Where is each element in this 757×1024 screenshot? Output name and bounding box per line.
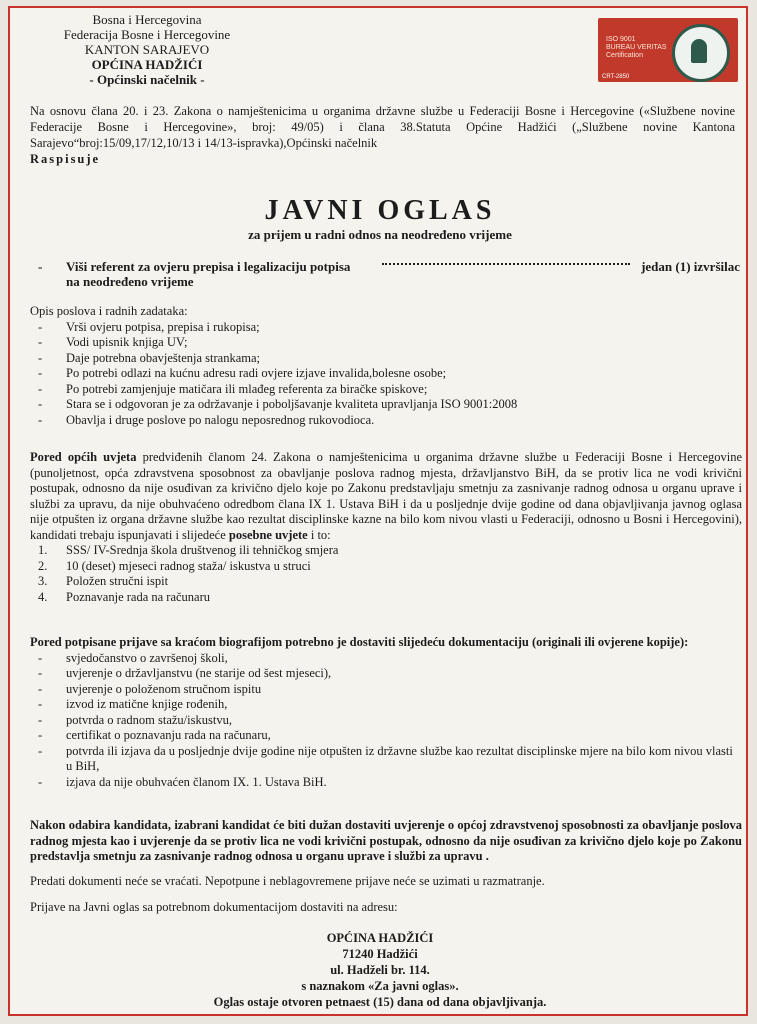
header-federation: Federacija Bosne i Hercegovine	[63, 27, 231, 42]
list-item-text: uvjerenje o državljanstvu (ne starije od šest mjeseci),	[66, 666, 332, 680]
duty-item	[30, 335, 742, 351]
list-marker: 1.	[38, 543, 48, 557]
deadline-note: Oglas ostaje otvoren petnaest (15) dana od dana objavljivanja.	[213, 995, 547, 1009]
list-item-text: Po potrebi zamjenjuje matičara ili mlađeg referenta za biračke spiskove;	[66, 381, 428, 396]
certification-seal-icon	[672, 24, 730, 82]
condition-item	[30, 590, 742, 606]
documents-list	[30, 651, 742, 791]
duty-item	[30, 413, 742, 429]
duty-item	[30, 382, 742, 398]
address-line: 71240 Hadžići	[342, 947, 418, 961]
document-item	[30, 775, 742, 791]
header-municipality: OPĆINA HADŽIĆI	[91, 57, 203, 72]
list-marker: -	[38, 666, 43, 680]
duties-heading: Opis poslova i radnih zadataka:	[30, 304, 188, 318]
special-conditions-list	[30, 543, 742, 605]
document-item	[30, 697, 742, 713]
document-item	[30, 744, 742, 775]
list-item-text: Položen stručni ispit	[66, 574, 169, 588]
list-item-text: Poznavanje rada na računaru	[66, 589, 211, 604]
job-advertisement: Bosna i Hercegovina Federacija Bosne i Hercegovine KANTON SARAJEVO OPĆINA HADŽIĆI - Općinski načelnik - ISO 9001 BUREAU VERITAS Certification CRT-2850 Na osnovu člana 20. i 23. Zakona o namještenicima u organima državne službe u Federaciji Bosne i Hercegovine («Službene novine Federacije Bosne i Hercegovine», broj: 49/05) i člana 38.Statuta Općine Hadžići („Službene novine Kantona Sarajevo“broj:15/09,17/12,10/13 i 14/13-ispravka),Općinski načelnik Raspisuje JAVNI OGLAS za prijem u radni odnos na neodređeno vrijeme - Viši referent za ovjeru prepisa i legalizaciju potpisa jedan (1) izvršilac na neodređeno vrijeme Opis poslova i radnih zadataka: - Vrši ovjeru potpisa, prepisa i rukopisa; - Vodi upisnik knjiga UV; - Daje potrebna obavještenja strankama; - Po potrebi odlazi na kućnu adresu radi ovjere izjave invalida,bolesne osobe; - Po potrebi zamjenjuje matičara ili mlađeg referenta za biračke spiskove; - Stara se i odgovoran je za održavanje i poboljšavanje kvaliteta upravljanja ISO 9001:2008 - Obavlja i druge poslove po nalogu neposrednog rukovodioca. Pored općih uvjeta predviđenih članom 24. Zakona o namještenicima u organima državne službe u Federaciji Bosne i Hercegovine (punoljetnost, opća zdravstvena sposobnost za obavljanje poslova radnog mjesta, državljanstvo BiH, da se protiv lica ne vodi krivični postupak, odnosno da nije osuđivan za krivično djelo koje po Zakonu predstavljaju smetnju za zasnivanje radnog odnosa u organu uprave i službi za upravu, da nije obuhvaćeno odredbom člana IX 1. Ustava BiH i da u posljednje dvije godine od dana objavljivanja javnog oglasa nije otpušten iz organa državne službe kao rezultat disciplinske kazne na bilo kom nivou vlasti u Federaciji, odnosno u Bosni i Hercegovini), kandidati trebaju ispunjavati i slijedeće posebne uvjete i to: 1. SSS/ IV-Srednja škola društvenog ili tehničkog smjera 2. 10 (deset) mjeseci radnog staža/ iskustva u struci 3. Položen stručni ispit 4. Poznavanje rada na računaru Pored potpisane prijave sa kraćom biografijom potrebno je dostaviti slijedeću dokumentaciju (originali ili ovjerene kopije): - svjedočanstvo o završenoj školi, - uvjerenje o državljanstvu (ne starije od šest mjeseci), - uvjerenje o položenom stručnom ispitu - izvod iz matične knjige rođenih, - potvrda o radnom stažu/iskustvu, - certifikat o poznavanju rada na računaru, - potvrda ili izjava da u posljednje dvije godine nije otpušten iz državne službe kao rezultat disciplinske mjere na bilo kom nivou vlasti u BiH, - izjava da nije obuhvaćen članom IX. 1. Ustava BiH. Nakon odabira kandidata, izabrani kandidat će biti dužan dostaviti uvjerenje o općoj zdravstvenoj sposobnosti za obavljanje poslova radnog mjesta kao i uvjerenje da se protiv lica ne vodi krivični postupak, odnosno da nije osuđivan za krivično djelo koje po Zakonu predstavlja smetnju za zasnivanje radnog odnosa u organu uprave i službi za upravu . Predati dokumenti neće se vraćati. Nepotpune i neblagovremene prijave neće se uzimati u razmatranje. Prijave na Javni oglas sa potrebnom dokumentacijom dostaviti na adresu: OPĆINA HADŽIĆI 71240 Hadžići ul. Hadželi br. 114. s naznakom «Za javni oglas». Oglas ostaje otvoren petnaest (15) dana od dana objavljivanja.	[8, 6, 748, 1016]
documents-heading: Pored potpisane prijave sa kraćom biografijom potrebno je dostaviti slijedeću dokumentaciju (originali ili ovjerene kopije):	[30, 635, 689, 649]
position-count: jedan (1) izvršilac	[641, 259, 740, 274]
legal-basis-text: Na osnovu člana 20. i 23. Zakona o namještenicima u organima državne službe u Federaciji Bosne i Hercegovine («Službene novine Federacije Bosne i Hercegovine», broj: 49/05) i člana 38.Statuta Općine Hadžići („Službene novine Kantona Sarajevo“broj:15/09,17/12,10/13 i 14/13-ispravka),Općinski načelnik	[30, 104, 735, 150]
list-item-text: Daje potrebna obavještenja strankama;	[66, 350, 261, 365]
list-marker: -	[38, 681, 43, 696]
header-canton: KANTON SARAJEVO	[84, 42, 210, 57]
list-item-text: Po potrebi odlazi na kućnu adresu radi ovjere izjave invalida,bolesne osobe;	[66, 366, 447, 380]
list-marker: -	[38, 335, 43, 349]
list-marker: 2.	[38, 558, 48, 573]
cert-text: ISO 9001 BUREAU VERITAS Certification	[606, 36, 667, 59]
selection-note: Nakon odabira kandidata, izabrani kandidat će biti dužan dostaviti uvjerenje o općoj zdravstvenoj sposobnosti za obavljanje poslova radnog mjesta kao i uvjerenje da se protiv lica ne vodi krivični postupak, odnosno da nije osuđivan za krivično djelo koje po Zakonu predstavlja smetnju za zasnivanje radnog odnosa u organu uprave i službi za upravu .	[30, 818, 742, 863]
list-marker: 4.	[38, 589, 48, 604]
list-marker: -	[38, 697, 43, 711]
list-marker: -	[38, 728, 43, 742]
return-note: Predati dokumenti neće se vraćati. Nepotpune i neblagovremene prijave neće se uzimati u razmatranje.	[30, 874, 545, 888]
list-marker: -	[38, 350, 43, 365]
list-item-text: izvod iz matične knjige rođenih,	[66, 697, 228, 711]
list-item-text: certifikat o poznavanju rada na računaru,	[66, 728, 271, 742]
position-term: na neodređeno vrijeme	[66, 274, 194, 289]
list-item-text: Stara se i odgovoran je za održavanje i poboljšavanje kvaliteta upravljanja ISO 9001:2008	[66, 397, 518, 411]
list-marker: -	[38, 412, 43, 427]
list-marker: 3.	[38, 574, 48, 588]
list-item-text: 10 (deset) mjeseci radnog staža/ iskustva u struci	[66, 558, 311, 573]
list-item-text: uvjerenje o položenom stručnom ispitu	[66, 681, 262, 696]
condition-item	[30, 574, 742, 590]
list-marker: -	[38, 366, 43, 380]
list-item-text: Vrši ovjeru potpisa, prepisa i rukopisa;	[66, 319, 260, 334]
documents-section	[30, 635, 742, 790]
list-item-text: SSS/ IV-Srednja škola društvenog ili tehničkog smjera	[66, 543, 339, 557]
condition-item	[30, 559, 742, 575]
page-title: JAVNI OGLAS	[264, 195, 496, 226]
submit-note: Prijave na Javni oglas sa potrebnom dokumentacijom dostaviti na adresu:	[30, 900, 398, 914]
address-line: ul. Hadželi br. 114.	[330, 963, 430, 977]
duties-section	[30, 304, 742, 428]
list-item-text: potvrda o radnom stažu/iskustvu,	[66, 712, 232, 727]
header-country: Bosna i Hercegovina	[92, 12, 202, 27]
conditions-section	[30, 450, 742, 605]
duty-item	[30, 397, 742, 413]
submission-address	[10, 930, 748, 1010]
dotted-leader	[382, 263, 630, 265]
document-item	[30, 682, 742, 698]
list-marker: -	[38, 319, 43, 334]
duty-item	[30, 351, 742, 367]
condition-item	[30, 543, 742, 559]
list-marker: -	[38, 650, 43, 665]
list-marker: -	[38, 712, 43, 727]
list-marker: -	[38, 774, 43, 789]
list-item-text: izjava da nije obuhvaćen članom IX. 1. Ustava BiH.	[66, 774, 327, 789]
list-marker: -	[38, 381, 43, 396]
conditions-text: Pored općih uvjeta predviđenih članom 24. Zakona o namještenicima u organima državne službe u Federaciji Bosne i Hercegovine (punoljetnost, opća zdravstvena sposobnost za obavljanje poslova radnog mjesta, državljanstvo BiH, da se protiv lica ne vodi krivični postupak, odnosno da nije osuđivan za krivično djelo koje po Zakonu predstavljaju smetnju za zasnivanje radnog odnosa u organu uprave i službi za upravu, da nije obuhvaćeno odredbom člana IX 1. Ustava BiH i da u posljednje dvije godine od dana objavljivanja javnog oglasa nije otpušten iz organa državne službe kao rezultat disciplinske kazne na bilo kom nivou vlasti u Federaciji, odnosno u Bosni i Hercegovini), kandidati trebaju ispunjavati i slijedeće posebne uvjete i to:	[30, 450, 743, 542]
legal-basis	[30, 103, 735, 167]
duty-item	[30, 366, 742, 382]
list-item-text: Vodi upisnik knjiga UV;	[66, 335, 188, 349]
list-item-text: potvrda ili izjava da u posljednje dvije godine nije otpušten iz državne službe kao rezultat disciplinske mjere na bilo kom nivou vlasti u BiH,	[66, 743, 733, 773]
list-marker: -	[38, 743, 43, 758]
page-subtitle: za prijem u radni odnos na neodređeno vrijeme	[248, 227, 512, 242]
header-mayor: - Općinski načelnik -	[89, 72, 205, 87]
document-item	[30, 666, 742, 682]
announce-word: Raspisuje	[30, 152, 101, 166]
list-marker: -	[38, 397, 43, 411]
iso-certification-badge	[598, 18, 738, 82]
duties-list	[30, 320, 742, 429]
document-item	[30, 728, 742, 744]
cert-code: CRT-2850	[602, 74, 630, 80]
address-line: s naznakom «Za javni oglas».	[301, 979, 459, 993]
list-item-text: Obavlja i druge poslove po nalogu neposrednog rukovodioca.	[66, 412, 375, 427]
address-line: OPĆINA HADŽIĆI	[326, 931, 434, 945]
position-title: Viši referent za ovjeru prepisa i legalizaciju potpisa	[66, 259, 351, 274]
issuer-header	[52, 12, 242, 87]
document-item	[30, 713, 742, 729]
list-item-text: svjedočanstvo o završenoj školi,	[66, 650, 228, 665]
duty-item	[30, 320, 742, 336]
document-item	[30, 651, 742, 667]
